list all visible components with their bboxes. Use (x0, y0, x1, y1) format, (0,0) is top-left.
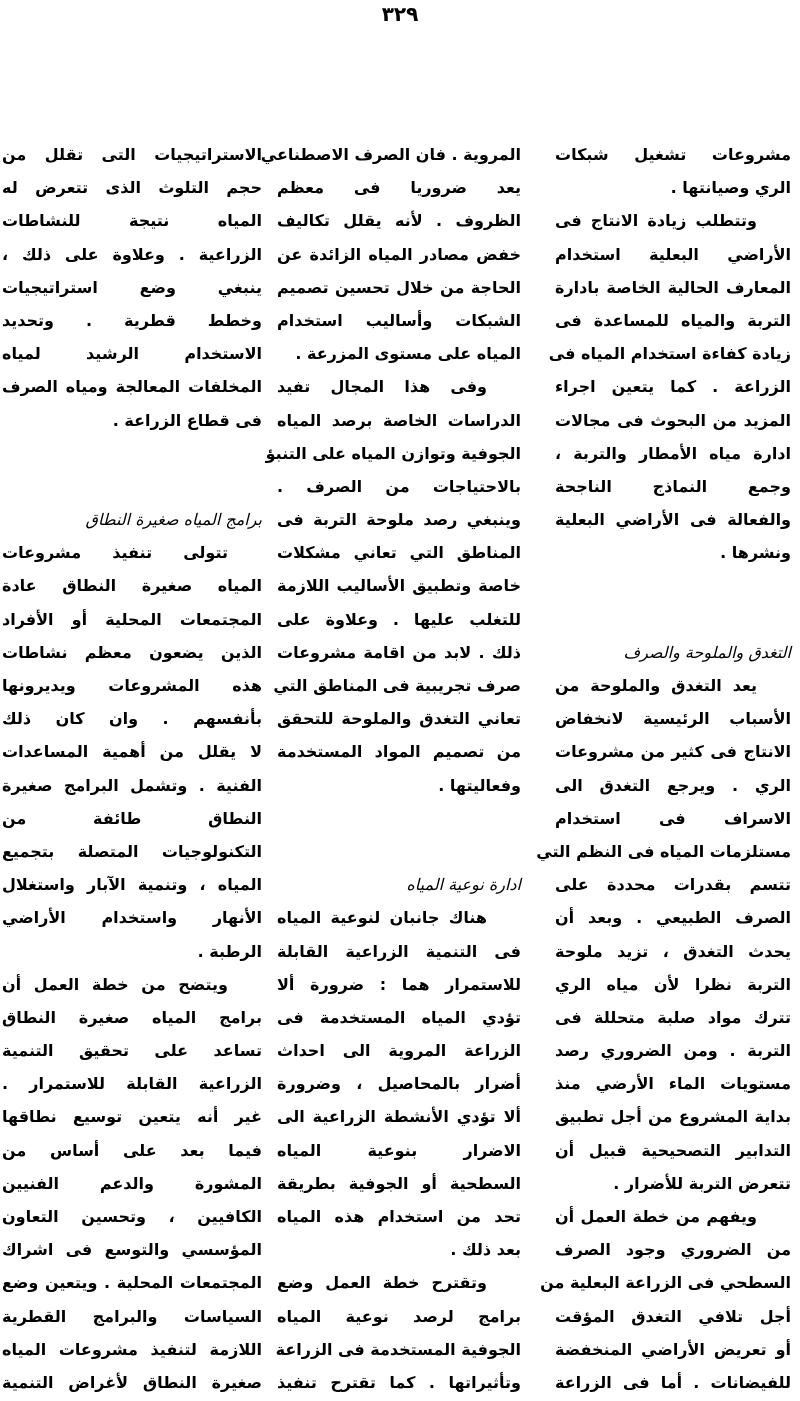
text-line: صرف تجريبية فى المناطق التي (273, 676, 521, 695)
text-line: تحد من استخدام هذه المياه (277, 1207, 521, 1226)
text-line: المياه صغيرة النطاق عادة (2, 576, 262, 596)
blank-line (2, 470, 262, 503)
text-line: الجوفية وتوازن المياه على التنبؤ (265, 443, 521, 463)
text-column-middle (260, 138, 521, 1399)
text-line: برامج لرصد نوعية المياه (277, 1306, 521, 1326)
text-column-right (536, 138, 791, 1399)
blank-line (277, 802, 521, 835)
text-line: تترك مواد صلبة متحللة فى (555, 1007, 791, 1027)
text-line: صغيرة النطاق لأغراض التنمية (2, 1372, 262, 1392)
text-line: لا يقلل من أهمية المساعدات (2, 742, 262, 762)
text-line: المياه على مستوى المزرعة . (295, 344, 521, 364)
text-line: للتغلب عليها . وعلاوة على (277, 609, 521, 629)
blank-line (555, 603, 791, 636)
text-line: وينبغي رصد ملوحة التربة فى (277, 510, 521, 530)
text-line: حجم التلوث الذى تتعرض له (2, 178, 262, 198)
text-line: وفى هذا المجال تفيد (277, 377, 487, 397)
text-line: ونشرها . (720, 543, 791, 563)
page-number: ٣٢٩ (381, 2, 419, 26)
text-line: ادارة مياه الأمطار والتربة ، (555, 443, 791, 463)
text-line: تتعرض التربة للأضرار . (613, 1173, 791, 1193)
text-line: هناك جانبان لنوعية المياه (277, 908, 487, 928)
blank-line (277, 835, 521, 868)
text-line: الذين يضعون معظم نشاطات (2, 642, 262, 662)
text-line: يعد ضروريا فى معظم (277, 178, 521, 198)
text-line: أو تعريض الأراضي المنخفضة (555, 1339, 791, 1359)
text-line: غير أنه يتعين توسيع نطاقها (2, 1107, 262, 1127)
text-line: الزراعة المروية الى احداث (277, 1041, 521, 1061)
text-line: المشورة والدعم الفنيين (2, 1173, 262, 1193)
text-line: ويفهم من خطة العمل أن (555, 1207, 757, 1226)
text-line: من تصميم المواد المستخدمة (277, 742, 521, 762)
text-line: المعارف الحالية الخاصة بادارة (555, 277, 791, 297)
text-line: بعد ذلك . (450, 1240, 521, 1260)
text-line: بداية المشروع من أجل تطبيق (555, 1107, 791, 1127)
section-heading: برامج المياه صغيرة النطاق (85, 510, 262, 530)
text-line: يعد التغدق والملوحة من (555, 676, 757, 695)
text-line: وتتطلب زيادة الانتاج فى (555, 211, 757, 231)
text-line: المزيد من البحوث فى مجالات (555, 410, 791, 430)
text-line: تساعد على تحقيق التنمية (2, 1041, 262, 1061)
text-line: مستلزمات المياه فى النظم التي (536, 841, 791, 861)
text-line: التدابير التصحيحية قبيل أن (555, 1140, 791, 1160)
text-line: وتقترح خطة العمل وضع (277, 1273, 487, 1293)
text-line: وتأثيراتها . كما تقترح تنفيذ (277, 1372, 521, 1392)
text-line: النطاق طائفة من (2, 808, 262, 828)
text-line: الري وصيانتها . (670, 178, 791, 198)
text-line: التربة نظرا لأن مياه الري (555, 974, 791, 994)
text-line: الظروف . لأنه يقلل تكاليف (277, 211, 521, 231)
text-line: الدراسات الخاصة برصد المياه (277, 410, 521, 430)
text-line: الأنهار واستخدام الأراضي (2, 908, 262, 928)
text-line: فى قطاع الزراعة . (112, 410, 262, 430)
text-line: وخطط قطرية . وتحديد (2, 310, 262, 330)
text-line: الاسراف فى استخدام (555, 808, 791, 828)
text-line: الري . ويرجع التغدق الى (555, 775, 791, 795)
text-line: تتسم بقدرات محددة على (555, 875, 791, 895)
text-line: السياسات والبرامج القطرية (2, 1306, 262, 1326)
text-line: المخلفات المعالجة ومياه الصرف (2, 377, 262, 397)
text-line: الزراعية . وعلاوة على ذلك ، (2, 244, 262, 264)
text-line: المروية . فان الصرف الاصطناعي (260, 145, 521, 164)
text-line: الاستراتيجيات التى تقلل من (2, 145, 262, 164)
section-heading: ادارة نوعية المياه (406, 875, 521, 895)
text-line: ألا تؤدي الأنشطة الزراعية الى (277, 1107, 521, 1127)
text-line: المناطق التي تعاني مشكلات (277, 543, 521, 563)
text-line: أضرار بالمحاصيل ، وضرورة (277, 1074, 521, 1094)
blank-line (2, 437, 262, 470)
text-line: الحاجة من خلال تحسين تصميم (277, 277, 521, 297)
text-line: ذلك . لابد من اقامة مشروعات (277, 642, 521, 662)
text-line: الجوفية المستخدمة فى الزراعة (275, 1339, 521, 1359)
text-line: الاضرار بنوعية المياه (277, 1140, 521, 1160)
text-line: فى التنمية الزراعية القابلة (277, 941, 521, 961)
text-line: اللازمة لتنفيذ مشروعات المياه (2, 1339, 262, 1359)
text-line: الأسباب الرئيسية لانخفاض (555, 709, 791, 729)
text-line: السطحي فى الزراعة البعلية من (540, 1273, 791, 1293)
text-line: برامج المياه صغيرة النطاق (2, 1007, 262, 1027)
text-line: الزراعية القابلة للاستمرار . (2, 1074, 262, 1094)
text-line: تعاني التغدق والملوحة للتحقق (277, 709, 521, 729)
text-line: الكافيين ، وتحسين التعاون (2, 1207, 262, 1226)
text-line: يحدث التغدق ، تزيد ملوحة (555, 941, 791, 961)
text-line: فيما بعد على أساس من (2, 1140, 262, 1160)
text-line: المجتمعات المحلية أو الأفراد (2, 609, 262, 629)
text-line: وجمع النماذج الناجحة (555, 476, 791, 496)
text-line: الرطبة . (197, 941, 262, 961)
text-line: خاصة وتطبيق الأساليب اللازمة (277, 576, 521, 596)
text-line: تؤدي المياه المستخدمة فى (277, 1007, 521, 1027)
text-line: التربة والمياه للمساعدة فى (555, 310, 791, 330)
text-line: والفعالة فى الأراضي البعلية (555, 510, 791, 530)
text-line: السطحية أو الجوفية بطريقة (277, 1173, 521, 1193)
text-line: وفعاليتها . (438, 775, 521, 795)
text-line: الانتاج فى كثير من مشروعات (555, 742, 791, 762)
text-line: الصرف الطبيعي . وبعد أن (555, 908, 791, 928)
text-line: المجتمعات المحلية . ويتعين وضع (2, 1273, 262, 1293)
text-line: للفيضانات . أما فى الزراعة (555, 1372, 791, 1392)
text-column-left (2, 138, 262, 1399)
text-line: الزراعة . كما يتعين اجراء (555, 377, 791, 397)
section-heading: التغدق والملوحة والصرف (623, 642, 791, 662)
text-line: تتولى تنفيذ مشروعات (2, 543, 228, 563)
text-line: التربة . ومن الضروري رصد (555, 1041, 791, 1061)
text-line: المؤسسي والتوسع فى اشراك (2, 1240, 262, 1260)
text-line: مشروعات تشغيل شبكات (555, 145, 791, 164)
text-line: التكنولوجيات المتصلة بتجميع (2, 841, 262, 861)
text-line: هذه المشروعات ويديرونها (2, 676, 262, 695)
text-line: زيادة كفاءة استخدام المياه فى (548, 344, 791, 364)
text-line: من الضروري وجود الصرف (555, 1240, 791, 1260)
text-line: بأنفسهم . وان كان ذلك (2, 709, 262, 729)
text-line: ينبغي وضع استراتيجيات (2, 277, 262, 297)
blank-line (555, 569, 791, 602)
text-line: المياه ، وتنمية الآبار واستغلال (2, 875, 262, 895)
text-line: الاستخدام الرشيد لمياه (2, 344, 262, 364)
text-line: مستويات الماء الأرضي منذ (555, 1074, 791, 1094)
text-line: للاستمرار هما : ضرورة ألا (277, 974, 521, 994)
text-line: الفنية . وتشمل البرامج صغيرة (2, 775, 262, 795)
text-line: بالاحتياجات من الصرف . (277, 476, 521, 496)
text-line: المياه نتيجة للنشاطات (2, 211, 262, 231)
text-line: الشبكات وأساليب استخدام (277, 310, 521, 330)
text-line: الأراضي البعلية استخدام (555, 244, 791, 264)
text-line: أجل تلافي التغدق المؤقت (555, 1306, 791, 1326)
text-line: خفض مصادر المياه الزائدة عن (277, 244, 521, 264)
text-line: ويتضح من خطة العمل أن (2, 974, 228, 994)
